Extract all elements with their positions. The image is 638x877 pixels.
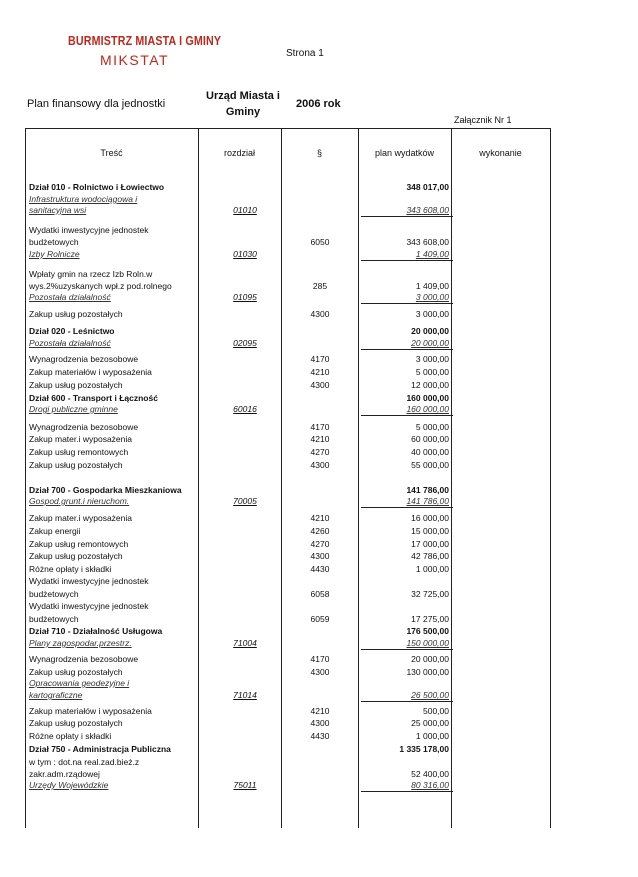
mayor-stamp-line1: BURMISTRZ MIASTA I GMINY [68,33,222,48]
row-chapter-code: 01095 [233,292,257,302]
row-description: Drogi publiczne gminne [29,404,118,414]
subtotal-underline [361,791,453,792]
row-description: Zakup materiałów i wyposażenia [29,367,152,377]
row-paragraph-code: 4300 [310,309,330,319]
subtotal-underline [361,216,453,217]
row-plan-amount: 26 500,00 [411,690,449,700]
row-description: sanitacyjna wsi [29,205,87,215]
row-description: Zakup usług pozostałych [29,309,123,319]
row-plan-amount: 12 000,00 [411,380,449,390]
row-plan-amount: 1 000,00 [415,731,449,741]
row-plan-amount: 20 000,00 [411,326,449,336]
page-number: Strona 1 [286,48,324,59]
row-description: Różne opłaty i składki [29,731,112,741]
row-chapter-code: 60016 [233,404,257,414]
row-paragraph-code: 4300 [310,551,330,561]
row-plan-amount: 500,00 [423,706,449,716]
column-header-paragraph: § [316,148,322,158]
row-description: Zakup usług remontowych [29,447,129,457]
row-description: budżetowych [29,589,79,599]
subtotal-underline [361,303,453,304]
row-paragraph-code: 4300 [310,380,330,390]
row-plan-amount: 348 017,00 [406,182,449,192]
row-plan-amount: 5 000,00 [415,367,449,377]
row-chapter-code: 01030 [233,249,257,259]
row-description: Zakup usług pozostałych [29,667,123,677]
row-paragraph-code: 4170 [310,354,330,364]
row-paragraph-code: 4210 [310,513,330,523]
row-description: Plany zagospodar.przestrz. [29,638,132,648]
row-chapter-code: 71004 [233,638,257,648]
column-header-rozdzial: rozdział [223,148,255,158]
row-description: Wpłaty gmin na rzecz Izb Roln.w [29,269,153,279]
row-paragraph-code: 4270 [310,539,330,549]
row-description: budżetowych [29,237,79,247]
row-plan-amount: 160 000,00 [406,393,449,403]
row-description: kartograficzne [29,690,83,700]
row-plan-amount: 25 000,00 [411,718,449,728]
row-plan-amount: 3 000,00 [415,354,449,364]
row-paragraph-code: 4300 [310,718,330,728]
table-border-right [550,128,551,828]
row-plan-amount: 3 000,00 [415,309,449,319]
row-description: Różne opłaty i składki [29,564,112,574]
row-description: Gospod.grunt.i nieruchom. [29,496,130,506]
page-title: Plan finansowy dla jednostki [27,98,166,110]
row-plan-amount: 17 275,00 [411,614,449,624]
row-description: Zakup usług pozostałych [29,551,123,561]
mayor-stamp-line2: MIKSTAT [100,52,170,68]
row-plan-amount: 141 786,00 [406,485,449,495]
row-paragraph-code: 4210 [310,367,330,377]
row-plan-amount: 60 000,00 [411,434,449,444]
subtotal-underline [361,649,453,650]
row-description: Wydatki inwestycyjne jednostek [29,601,149,611]
row-plan-amount: 1 000,00 [415,564,449,574]
row-description: w tym : dot.na real.zad.bież.z [29,757,140,767]
table-divider [358,128,359,828]
row-description: Zakup mater.i wyposażenia [29,513,132,523]
row-description: Izby Rolnicze [29,249,80,259]
row-description: Dział 710 - Działalność Usługowa [29,626,163,636]
row-paragraph-code: 285 [312,281,328,291]
row-plan-amount: 130 000,00 [406,667,449,677]
row-plan-amount: 16 000,00 [411,513,449,523]
row-description: Wydatki inwestycyjne jednostek [29,576,149,586]
row-plan-amount: 1 409,00 [415,249,449,259]
row-plan-amount: 40 000,00 [411,447,449,457]
row-description: Opracowania geodezyjne i [29,678,130,688]
row-chapter-code: 71014 [233,690,257,700]
row-paragraph-code: 4430 [310,731,330,741]
row-plan-amount: 343 608,00 [406,237,449,247]
row-plan-amount: 160 000,00 [406,404,449,414]
row-chapter-code: 01010 [233,205,257,215]
row-paragraph-code: 4430 [310,564,330,574]
row-paragraph-code: 4210 [310,706,330,716]
row-description: Zakup materiałów i wyposażenia [29,706,152,716]
office-name-line2: Gminy [225,106,261,118]
row-chapter-code: 02095 [233,338,257,348]
row-description: Zakup energii [29,526,81,536]
subtotal-underline [361,349,453,350]
table-divider [281,128,282,828]
subtotal-underline [361,260,453,261]
row-description: budżetowych [29,614,79,624]
row-paragraph-code: 4170 [310,654,330,664]
row-description: wys.2%uzyskanych wpł.z pod.rolnego [29,281,172,291]
row-description: Infrastruktura wodociągowa i [29,194,138,204]
row-paragraph-code: 4300 [310,667,330,677]
row-description: Pozostała działalność [29,338,111,348]
row-description: Wynagrodzenia bezosobowe [29,422,139,432]
plan-year: 2006 rok [296,98,341,110]
row-plan-amount: 343 608,00 [406,205,449,215]
row-description: Zakup usług pozostałych [29,460,123,470]
row-plan-amount: 3 000,00 [415,292,449,302]
row-paragraph-code: 4170 [310,422,330,432]
row-paragraph-code: 6058 [310,589,330,599]
row-description: Dział 020 - Leśnictwo [29,326,115,336]
row-chapter-code: 70005 [233,496,257,506]
row-plan-amount: 1 335 178,00 [399,744,449,754]
subtotal-underline [361,701,453,702]
row-description: Zakup usług pozostałych [29,718,123,728]
row-description: Urzędy Wojewódzkie [29,780,109,790]
office-name [200,88,286,120]
subtotal-underline [361,507,453,508]
row-plan-amount: 20 000,00 [411,654,449,664]
annex-label: Załącznik Nr 1 [454,115,512,125]
column-header-tresc: Treść [100,148,123,158]
table-border-left [25,128,26,828]
finance-table [25,128,551,828]
row-paragraph-code: 4260 [310,526,330,536]
row-paragraph-code: 6059 [310,614,330,624]
table-divider [198,128,199,828]
table-divider [451,128,452,828]
column-header-wykonanie: wykonanie [479,148,522,158]
row-description: Wynagrodzenia bezosobowe [29,354,139,364]
row-plan-amount: 32 725,00 [411,589,449,599]
row-description: Wydatki inwestycyjne jednostek [29,225,149,235]
row-plan-amount: 1 409,00 [415,281,449,291]
row-description: Wynagrodzenia bezosobowe [29,654,139,664]
row-description: Zakup usług remontowych [29,539,129,549]
row-plan-amount: 20 000,00 [411,338,449,348]
row-description: Dział 010 - Rolnictwo i Łowiectwo [29,182,165,192]
table-top-border [25,128,551,129]
row-plan-amount: 42 786,00 [411,551,449,561]
row-description: Dział 700 - Gospodarka Mieszkaniowa [29,485,182,495]
row-plan-amount: 15 000,00 [411,526,449,536]
row-plan-amount: 52 400,00 [411,769,449,779]
subtotal-underline [361,415,453,416]
row-paragraph-code: 4270 [310,447,330,457]
row-description: Dział 750 - Administracja Publiczna [29,744,171,754]
row-plan-amount: 150 000,00 [406,638,449,648]
row-description: Dział 600 - Transport i Łączność [29,393,158,403]
row-description: Pozostała działalność [29,292,111,302]
row-paragraph-code: 4300 [310,460,330,470]
row-plan-amount: 17 000,00 [411,539,449,549]
row-plan-amount: 5 000,00 [415,422,449,432]
row-description: zakr.adm.rządowej [29,769,100,779]
row-chapter-code: 75011 [233,780,257,790]
row-plan-amount: 176 500,00 [406,626,449,636]
column-header-plan: plan wydatków [374,148,435,158]
row-paragraph-code: 4210 [310,434,330,444]
row-plan-amount: 55 000,00 [411,460,449,470]
row-plan-amount: 141 786,00 [406,496,449,506]
row-paragraph-code: 6050 [310,237,330,247]
row-description: Zakup mater.i wyposażenia [29,434,132,444]
office-name-line1: Urząd Miasta i [206,90,280,102]
row-plan-amount: 80 316,00 [411,780,449,790]
row-description: Zakup usług pozostałych [29,380,123,390]
